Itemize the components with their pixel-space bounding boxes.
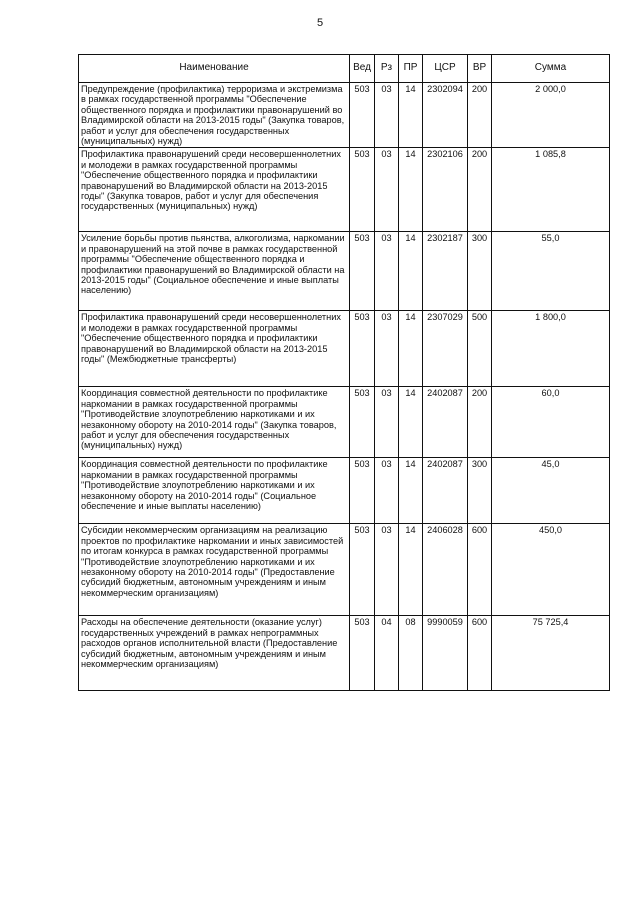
cell-pr: 14 [399,458,423,524]
cell-csr: 2307029 [423,311,468,387]
cell-ved: 503 [350,458,375,524]
cell-rz: 03 [375,387,399,458]
cell-sum: 1 800,0 [492,311,610,387]
cell-sum: 1 085,8 [492,148,610,232]
cell-ved: 503 [350,232,375,311]
cell-pr: 14 [399,524,423,616]
cell-vr: 200 [468,83,492,148]
cell-csr: 2402087 [423,387,468,458]
header-pr: ПР [399,55,423,83]
cell-sum: 45,0 [492,458,610,524]
header-vr: ВР [468,55,492,83]
cell-pr: 14 [399,232,423,311]
cell-pr: 14 [399,148,423,232]
cell-pr: 08 [399,616,423,691]
cell-name: Координация совместной деятельности по профилактике наркомании в рамках государственной программы "Противодействие злоупотреблению наркотиками и их незаконному обороту на 2010-2014 годы" (Социальное обеспечение и иные выплаты населению) [79,458,350,524]
cell-csr: 9990059 [423,616,468,691]
cell-rz: 03 [375,148,399,232]
table-row [79,311,610,387]
table-header-row [79,55,610,83]
cell-sum: 55,0 [492,232,610,311]
cell-csr: 2302106 [423,148,468,232]
cell-name: Профилактика правонарушений среди несовершеннолетних и молодежи в рамках государственной программы "Обеспечение общественного порядка и профилактики правонарушений во Владимирской области на 2013-2015 годы" (Закупка товаров, работ и услуг для обеспечения государственных (муниципальных) нужд) [79,148,350,232]
cell-csr: 2302094 [423,83,468,148]
cell-rz: 03 [375,524,399,616]
cell-rz: 04 [375,616,399,691]
table-row [79,616,610,691]
cell-vr: 300 [468,232,492,311]
table-row [79,148,610,232]
cell-ved: 503 [350,524,375,616]
cell-csr: 2402087 [423,458,468,524]
cell-rz: 03 [375,458,399,524]
cell-ved: 503 [350,616,375,691]
cell-rz: 03 [375,232,399,311]
cell-rz: 03 [375,83,399,148]
cell-sum: 60,0 [492,387,610,458]
cell-sum: 2 000,0 [492,83,610,148]
cell-vr: 300 [468,458,492,524]
cell-ved: 503 [350,311,375,387]
cell-name: Профилактика правонарушений среди несовершеннолетних и молодежи в рамках государственной программы "Обеспечение общественного порядка и профилактики правонарушений во Владимирской области на 2013-2015 годы" (Межбюджетные трансферты) [79,311,350,387]
cell-vr: 600 [468,616,492,691]
cell-name: Субсидии некоммерческим организациям на реализацию проектов по профилактике наркомании и иных зависимостей по итогам конкурса в рамках государственной программы "Противодействие злоупотреблению наркотиками и их незаконному обороту на 2010-2014 годы" (Предоставление субсидий бюджетным, автономным учреждениям и иным некоммерческим организациям) [79,524,350,616]
cell-ved: 503 [350,387,375,458]
cell-vr: 200 [468,148,492,232]
table-row [79,524,610,616]
header-sum: Сумма [492,55,610,83]
cell-csr: 2302187 [423,232,468,311]
cell-name: Предупреждение (профилактика) терроризма и экстремизма в рамках государственной программы "Обеспечение общественного порядка и профилактики правонарушений во Владимирской области на 2013-2015 годы" (Закупка товаров, работ и услуг для обеспечения государственных (муниципальных) нужд) [79,83,350,148]
cell-vr: 600 [468,524,492,616]
cell-csr: 2406028 [423,524,468,616]
cell-name: Усиление борьбы против пьянства, алкоголизма, наркомании и правонарушений на этой почве в рамках государственной программы "Обеспечение общественного порядка и профилактики правонарушений во Владимирской области на 2013-2015 годы" (Социальное обеспечение и иные выплаты населению) [79,232,350,311]
cell-name: Координация совместной деятельности по профилактике наркомании в рамках государственной программы "Противодействие злоупотреблению наркотиками и их незаконному обороту на 2010-2014 годы" (Закупка товаров, работ и услуг для обеспечения государственных (муниципальных) нужд) [79,387,350,458]
table-row [79,232,610,311]
header-name: Наименование [79,55,350,83]
table-row [79,387,610,458]
cell-sum: 75 725,4 [492,616,610,691]
header-csr: ЦСР [423,55,468,83]
cell-vr: 500 [468,311,492,387]
cell-name: Расходы на обеспечение деятельности (оказание услуг) государственных учреждений в рамках непрограммных расходов органов исполнительной власти (Предоставление субсидий бюджетным, автономным учреждениям и иным некоммерческим организациям) [79,616,350,691]
header-rz: Рз [375,55,399,83]
cell-rz: 03 [375,311,399,387]
table-row [79,458,610,524]
cell-ved: 503 [350,148,375,232]
cell-pr: 14 [399,311,423,387]
cell-sum: 450,0 [492,524,610,616]
header-ved: Вед [350,55,375,83]
cell-pr: 14 [399,387,423,458]
budget-table [78,54,610,691]
cell-pr: 14 [399,83,423,148]
table-row [79,83,610,148]
page-number: 5 [316,17,324,29]
cell-vr: 200 [468,387,492,458]
cell-ved: 503 [350,83,375,148]
